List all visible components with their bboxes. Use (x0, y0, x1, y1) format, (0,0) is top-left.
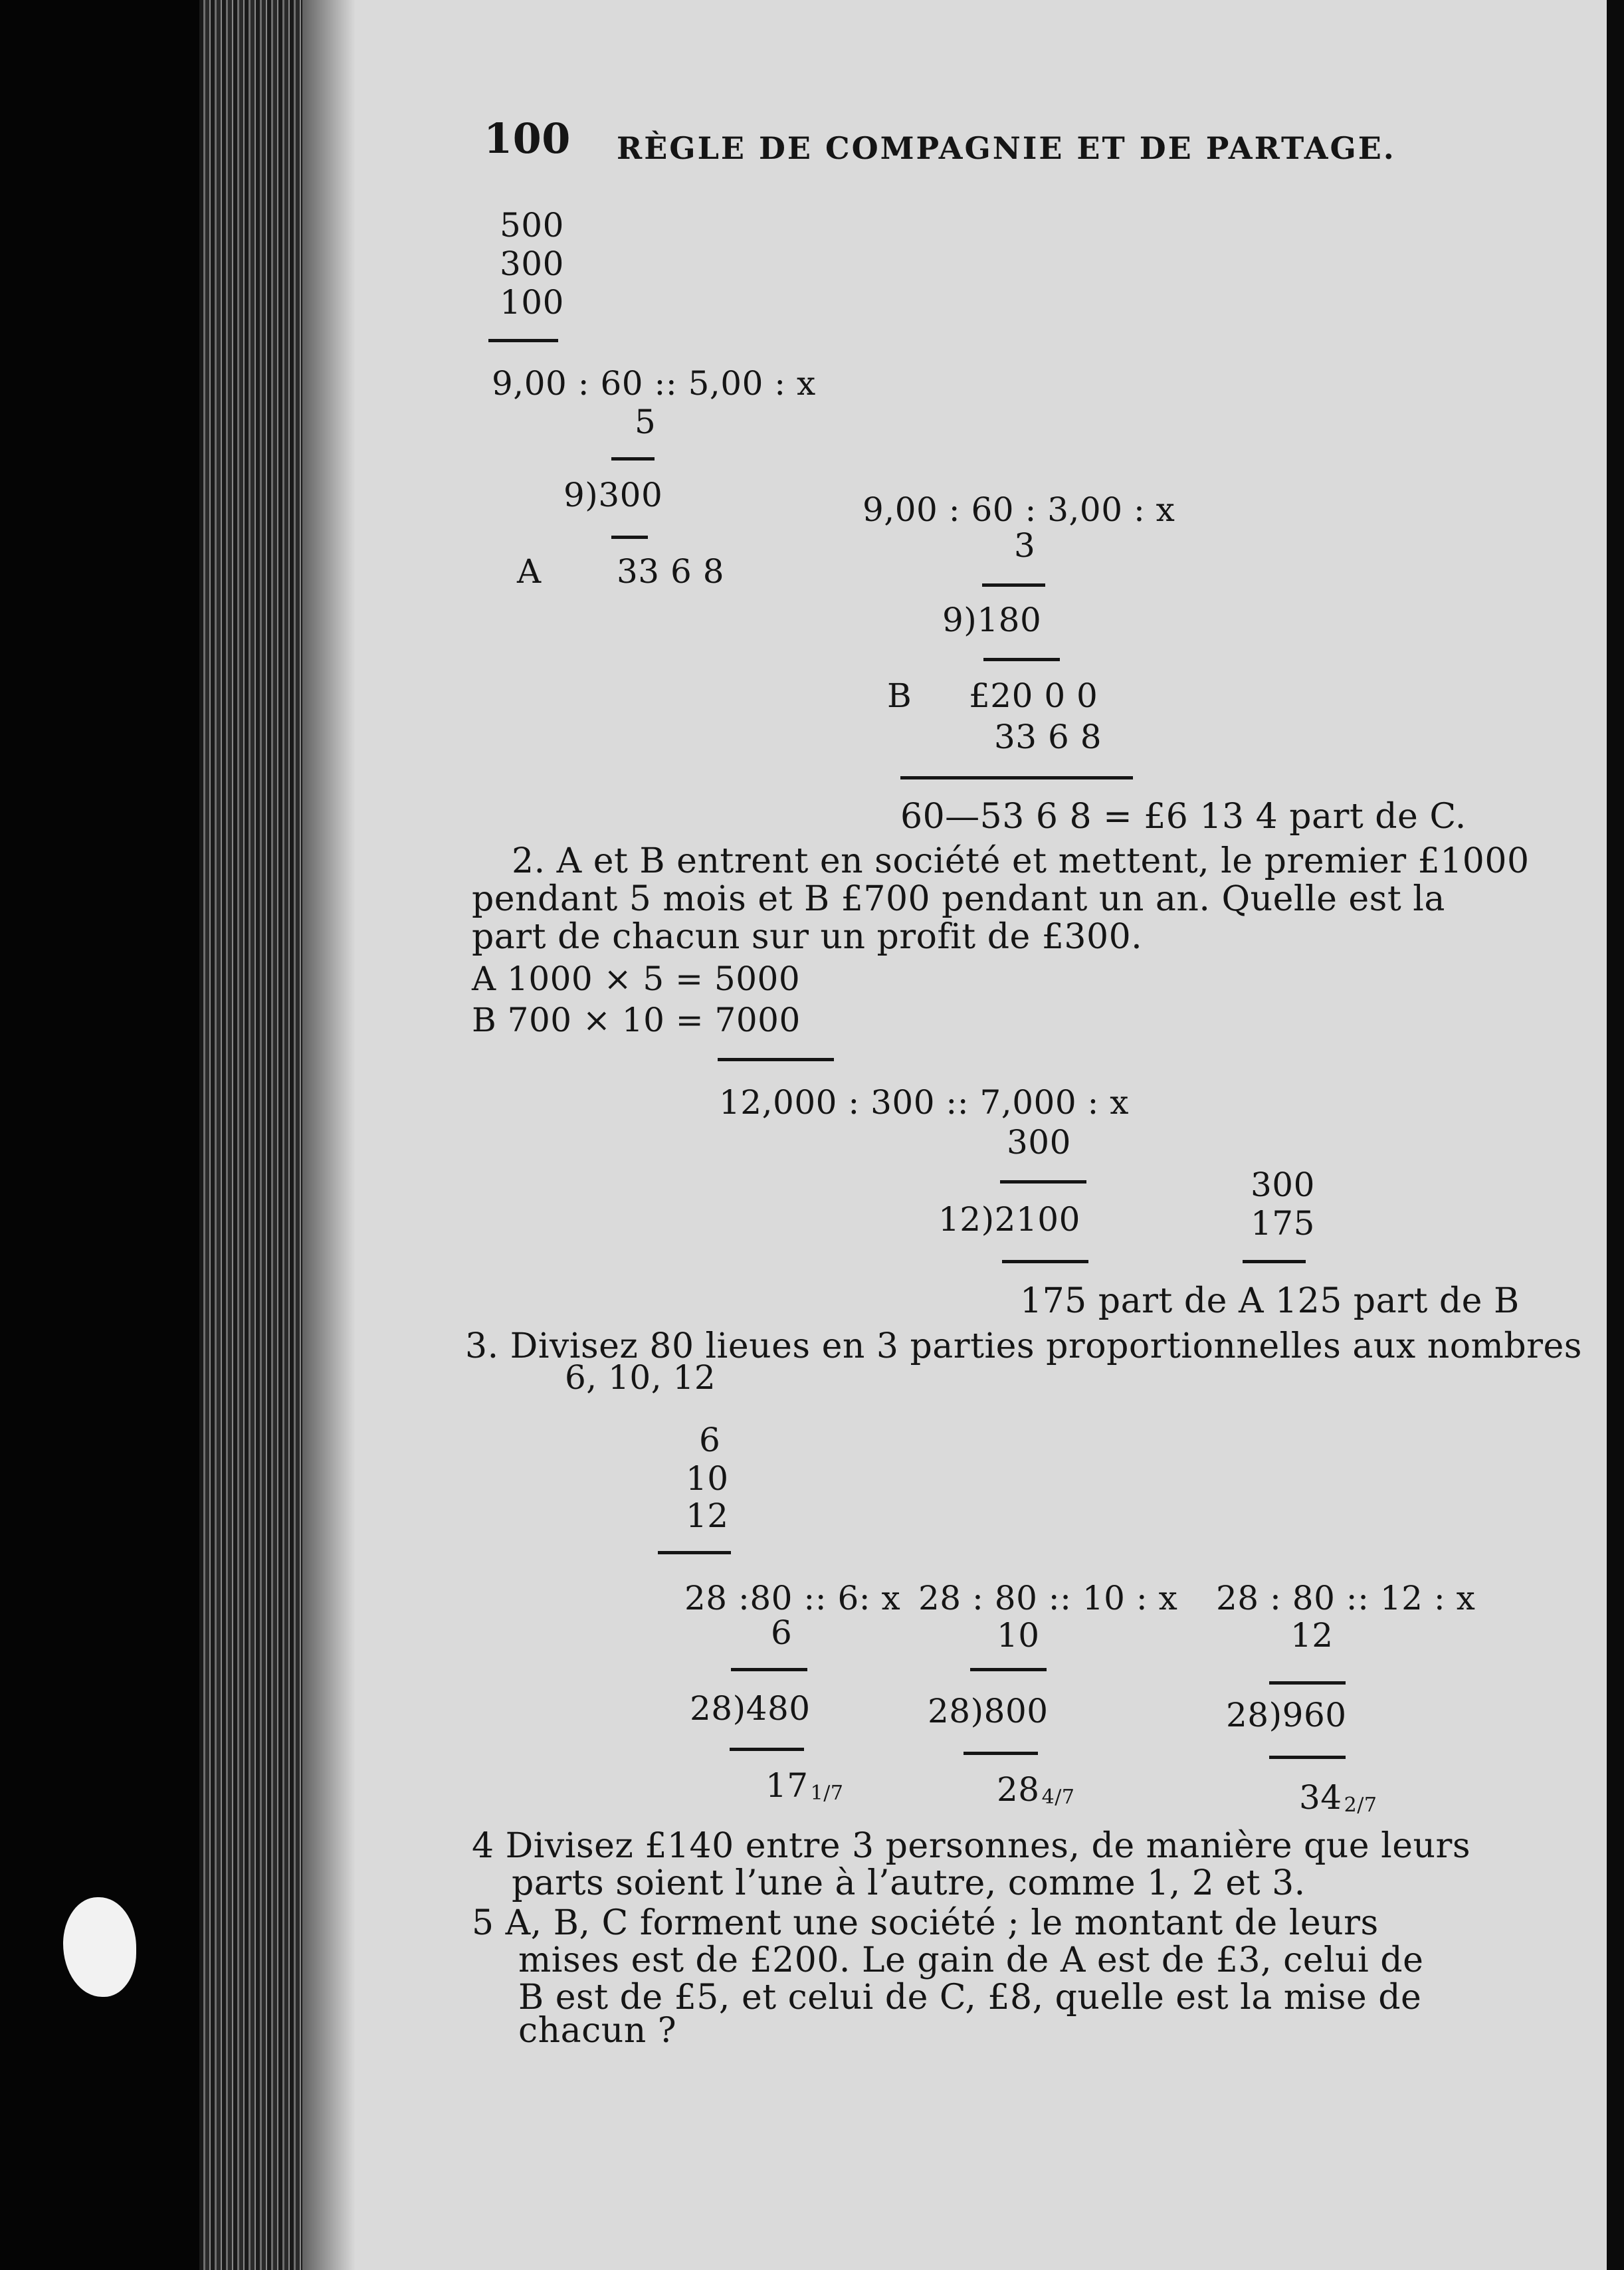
ex2-sub-1: 300 (1251, 1166, 1315, 1204)
ex3-multiplier-3: 12 (1290, 1616, 1334, 1655)
ex3-division-3: 28)960 (1226, 1696, 1347, 1734)
ex1-stack-100: 100 (500, 283, 564, 322)
ex4-problem-line-1: 4 Divisez £140 entre 3 personnes, de manière que leurs (472, 1826, 1471, 1866)
ex2-sum-rule (718, 1058, 834, 1061)
ex1-proportion-a: 9,00 : 60 :: 5,00 : x (492, 364, 816, 403)
ex3-result-2: 28 4/7 (997, 1770, 1075, 1809)
ex2-problem-line-2: pendant 5 mois et B £700 pendant un an. Quelle est la (472, 879, 1445, 919)
ex3-multiplier-1: 6 (771, 1613, 793, 1652)
ex1-part-c: 60—53 6 8 = £6 13 4 part de C. (900, 797, 1467, 837)
ex5-problem-line-1: 5 A, B, C forment une société ; le montant de leurs (472, 1903, 1379, 1943)
ex3-rule-1b (730, 1748, 804, 1751)
ex3-problem-line-2: 6, 10, 12 (565, 1358, 716, 1397)
ex3-rule-3a (1269, 1681, 1346, 1685)
ex2-multiplier: 300 (1007, 1123, 1071, 1162)
ex1-multiplier-b: 3 (1014, 526, 1036, 565)
ex1-result-a: 33 6 8 (617, 552, 725, 591)
page-right-edge (1607, 0, 1624, 2270)
ex2-rule-2 (1002, 1260, 1088, 1263)
ex3-proportion-2: 28 : 80 :: 10 : x (918, 1579, 1178, 1617)
ex1-label-a: A (517, 552, 542, 591)
ex3-stack-6: 6 (699, 1421, 721, 1459)
ex2-rule-3 (1243, 1260, 1306, 1263)
ex2-problem-line-1: 2. A et B entrent en société et mettent, le premier £1000 (512, 841, 1530, 881)
ex2-row-b: B 700 × 10 = 7000 (472, 1001, 801, 1039)
page-number: 100 (484, 114, 571, 163)
ex1-sum-rule (488, 339, 558, 342)
paper-blot (63, 1897, 136, 1997)
ex2-sub-2: 175 (1251, 1204, 1315, 1243)
ex4-problem-line-2: parts soient l’une à l’autre, comme 1, 2 et 3. (512, 1863, 1306, 1903)
running-header: RÈGLE DE COMPAGNIE ET DE PARTAGE. (617, 130, 1396, 166)
ex3-rule-2b (964, 1752, 1038, 1755)
ex2-result: 175 part de A 125 part de B (1020, 1281, 1520, 1321)
ex1-rule-b2 (983, 658, 1060, 661)
ex3-stack-10: 10 (686, 1459, 729, 1498)
ex3-proportion-3: 28 : 80 :: 12 : x (1216, 1579, 1476, 1617)
ex1-result-b1: £20 0 0 (969, 676, 1098, 715)
ex3-result-1: 17 1/7 (765, 1766, 844, 1805)
ex2-proportion: 12,000 : 300 :: 7,000 : x (719, 1083, 1129, 1122)
ex2-problem-line-3: part de chacun sur un profit de £300. (472, 917, 1143, 957)
ex2-rule-1 (1000, 1180, 1086, 1184)
page-gutter-shadow (302, 0, 355, 2270)
ex3-proportion-1: 28 :80 :: 6: x (684, 1579, 901, 1617)
ex3-division-2: 28)800 (928, 1692, 1049, 1730)
ex3-multiplier-2: 10 (997, 1616, 1040, 1655)
ex3-rule-3b (1269, 1756, 1346, 1759)
ex1-division-b: 9)180 (942, 601, 1042, 639)
ex1-proportion-b: 9,00 : 60 : 3,00 : x (863, 490, 1175, 529)
ex1-rule-a2 (611, 536, 648, 539)
ex3-problem-line-1: 3. Divisez 80 lieues en 3 parties proportionnelles aux nombres (465, 1326, 1582, 1366)
ex5-problem-line-2: mises est de £200. Le gain de A est de £3, celui de (518, 1940, 1424, 1980)
ex1-multiplier-a: 5 (635, 403, 657, 441)
ex1-rule-a1 (611, 457, 655, 461)
ex2-row-a: A 1000 × 5 = 5000 (472, 960, 801, 998)
ex3-rule-1a (731, 1668, 807, 1671)
ex5-problem-line-4: chacun ? (518, 2011, 677, 2051)
ex1-result-b2: 33 6 8 (994, 718, 1102, 756)
ex1-rule-b1 (982, 583, 1045, 587)
ex2-division: 12)2100 (938, 1200, 1080, 1239)
ex3-sum-rule (658, 1551, 731, 1554)
ex3-rule-2a (970, 1668, 1047, 1671)
ex1-stack-300: 300 (500, 245, 564, 283)
ex1-label-b: B (887, 676, 912, 715)
ex1-division-a: 9)300 (563, 476, 663, 514)
ex3-stack-12: 12 (686, 1496, 729, 1535)
ex1-rule-c (900, 776, 1133, 779)
ex1-stack-500: 500 (500, 206, 564, 245)
ex5-problem-line-3: B est de £5, et celui de C, £8, quelle est la mise de (518, 1978, 1422, 2017)
ex3-division-1: 28)480 (690, 1689, 811, 1728)
ex3-result-3: 34 2/7 (1299, 1778, 1377, 1817)
